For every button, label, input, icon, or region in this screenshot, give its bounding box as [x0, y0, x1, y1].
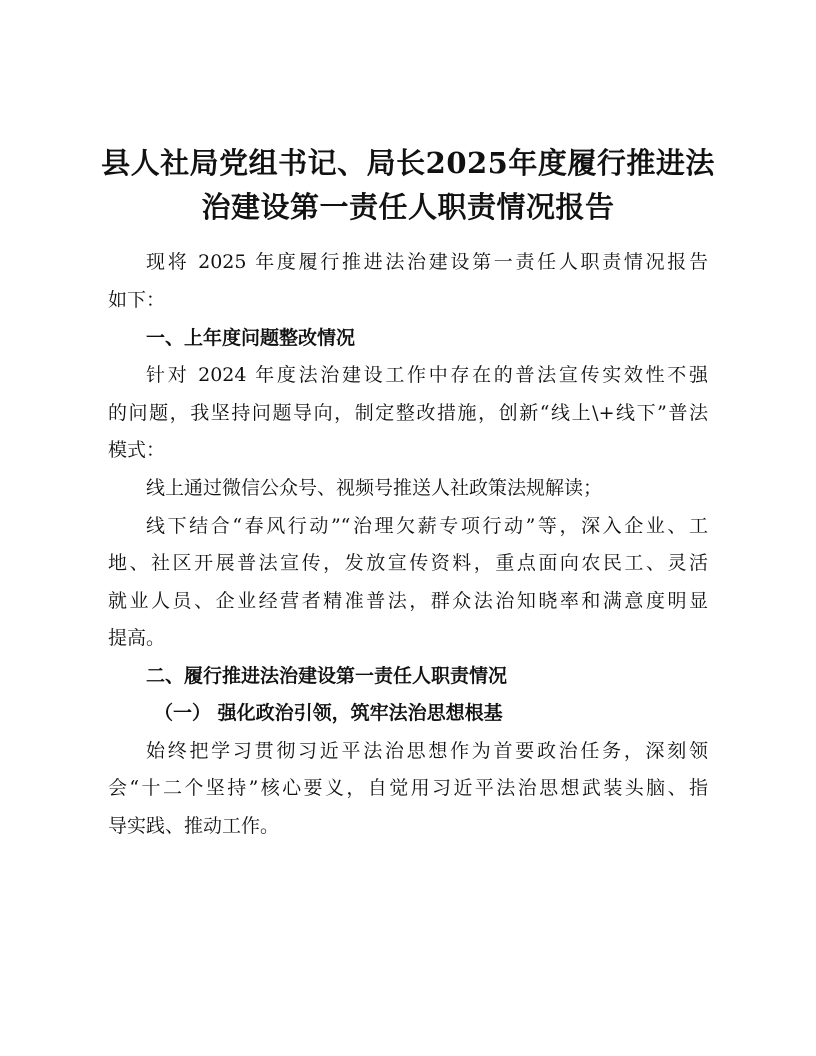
section-1-paragraph-3-line-3: 就业人员、企业经营者精准普法，群众法治知晓率和满意度明显: [108, 590, 708, 612]
section-1-paragraph-3-line-1: 线下结合“春风行动”“治理欠薪专项行动”等，深入企业、工: [146, 515, 708, 537]
section-1-paragraph-3-line-4: 提高。: [108, 627, 166, 649]
intro-paragraph-line-1: 现将 2025 年度履行推进法治建设第一责任人职责情况报告: [146, 251, 708, 273]
section-1-paragraph-2-line-1: 线上通过微信公众号、视频号推送人社政策法规解读；: [146, 477, 603, 499]
section-2-subheading-1: （一） 强化政治引领，筑牢法治思想根基: [154, 702, 503, 724]
section-1-paragraph-3-line-2: 地、社区开展普法宣传，发放宣传资料，重点面向农民工、灵活: [108, 552, 708, 574]
section-2-paragraph-1-line-2: 会“十二个坚持”核心要义，自觉用习近平法治思想武装头脑、指: [108, 777, 708, 799]
section-1-heading: 一、上年度问题整改情况: [146, 327, 356, 349]
document-title-line-1: 县人社局党组书记、局长2025年度履行推进法: [101, 146, 715, 180]
section-1-paragraph-1-line-3: 模式：: [108, 439, 166, 461]
section-1-paragraph-1-line-2: 的问题，我坚持问题导向，制定整改措施，创新“线上\+线下”普法: [108, 402, 708, 424]
section-2-heading: 二、履行推进法治建设第一责任人职责情况: [146, 665, 508, 687]
intro-paragraph-line-2: 如下：: [108, 289, 166, 311]
section-2-paragraph-1-line-3: 导实践、推动工作。: [108, 815, 280, 837]
section-2-paragraph-1-line-1: 始终把学习贯彻习近平法治思想作为首要政治任务，深刻领: [146, 740, 708, 762]
document-title-line-2: 治建设第一责任人职责情况报告: [201, 190, 615, 224]
section-1-paragraph-1-line-1: 针对 2024 年度法治建设工作中存在的普法宣传实效性不强: [146, 364, 708, 386]
